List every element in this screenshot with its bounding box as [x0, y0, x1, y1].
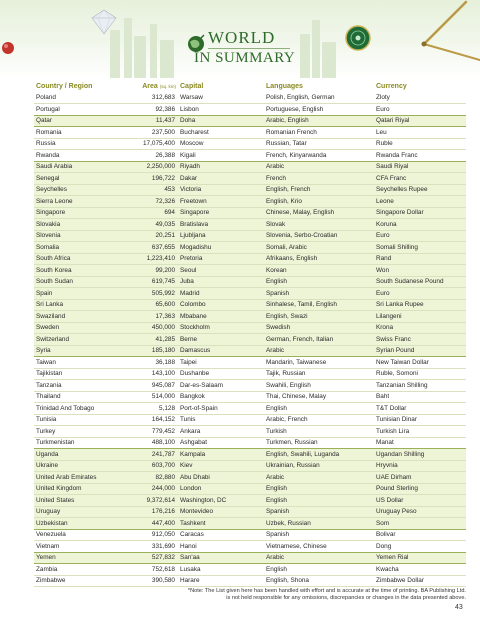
cell-country: Senegal [34, 173, 124, 185]
table-row [34, 345, 466, 357]
table-row [34, 529, 466, 541]
cell-capital: Doha [178, 115, 264, 127]
cell-area: 312,683 [124, 92, 178, 104]
table-row [34, 552, 466, 564]
table-row [34, 564, 466, 576]
cell-area: 241,787 [124, 449, 178, 461]
table-row [34, 506, 466, 518]
cell-country: United Kingdom [34, 483, 124, 495]
cell-capital: Ashgabat [178, 437, 264, 449]
table-row [34, 242, 466, 254]
cell-languages: Slovenia, Serbo-Croatian [264, 230, 374, 242]
footnote-line-1: *Note: The List given here has been handled with effort and is accurate at the time of printing. BA Publishing Ltd. [187, 588, 466, 594]
cell-country: Trinidad And Tobago [34, 403, 124, 415]
column-header-country: Country / Region [36, 82, 93, 90]
cell-area: 505,992 [124, 288, 178, 300]
cell-country: Portugal [34, 104, 124, 116]
cell-area: 2,250,000 [124, 161, 178, 173]
cell-area: 9,372,614 [124, 495, 178, 507]
table-row [34, 426, 466, 438]
cell-languages: French [264, 173, 374, 185]
cell-capital: San'aa [178, 552, 264, 564]
cell-currency: Hryvnia [374, 460, 466, 472]
cell-capital: Hanoi [178, 541, 264, 553]
cell-languages: Arabic, English [264, 115, 374, 127]
cell-currency: Seychelles Rupee [374, 184, 466, 196]
cell-currency: Krona [374, 322, 466, 334]
cell-capital: Kigali [178, 150, 264, 162]
table-row [34, 150, 466, 162]
cell-languages: English [264, 276, 374, 288]
cell-currency: Ruble, Somoni [374, 368, 466, 380]
cell-languages: English, French [264, 184, 374, 196]
cell-currency: T&T Dollar [374, 403, 466, 415]
cell-currency: Won [374, 265, 466, 277]
cell-capital: Warsaw [178, 92, 264, 104]
cell-area: 527,832 [124, 552, 178, 564]
cell-languages: German, French, Italian [264, 334, 374, 346]
table-row [34, 518, 466, 530]
cell-area: 17,075,400 [124, 138, 178, 150]
cell-currency: Syrian Pound [374, 345, 466, 357]
cell-languages: Turkmen, Russian [264, 437, 374, 449]
column-header-area [124, 80, 178, 92]
cell-country: South Korea [34, 265, 124, 277]
cell-country: Slovenia [34, 230, 124, 242]
cell-currency: Saudi Riyal [374, 161, 466, 173]
cell-currency: Euro [374, 104, 466, 116]
cell-languages: English, Shona [264, 575, 374, 587]
table-row [34, 311, 466, 323]
table-row [34, 380, 466, 392]
cell-country: Qatar [34, 115, 124, 127]
cell-currency: Swiss Franc [374, 334, 466, 346]
cell-country: Tunisia [34, 414, 124, 426]
cell-capital: Damascus [178, 345, 264, 357]
table-row [34, 368, 466, 380]
table-row [34, 173, 466, 185]
cell-area: 637,655 [124, 242, 178, 254]
table-row [34, 184, 466, 196]
cell-country: Swaziland [34, 311, 124, 323]
cell-languages: English, Swazi [264, 311, 374, 323]
cell-languages: English, Krio [264, 196, 374, 208]
cell-area: 36,188 [124, 357, 178, 369]
cell-country: Vietnam [34, 541, 124, 553]
cell-area: 453 [124, 184, 178, 196]
cell-country: Singapore [34, 207, 124, 219]
cell-area: 1,223,410 [124, 253, 178, 265]
cell-country: Russia [34, 138, 124, 150]
cell-capital: Kiev [178, 460, 264, 472]
cell-currency: Turkish Lira [374, 426, 466, 438]
summary-table-container [34, 80, 466, 587]
cell-country: South Africa [34, 253, 124, 265]
cell-country: Somalia [34, 242, 124, 254]
column-header-area-unit: (sq. km) [159, 83, 176, 89]
table-row [34, 288, 466, 300]
cell-languages: Thai, Chinese, Malay [264, 391, 374, 403]
cell-capital: Freetown [178, 196, 264, 208]
page-title-summary: IN SUMMARY [194, 50, 296, 66]
cell-languages: Arabic [264, 161, 374, 173]
cell-currency: Sri Lanka Rupee [374, 299, 466, 311]
cell-capital: Dushanbe [178, 368, 264, 380]
cell-capital: Kampala [178, 449, 264, 461]
page-header [0, 0, 480, 78]
cell-country: Uruguay [34, 506, 124, 518]
cell-capital: Ljubljana [178, 230, 264, 242]
table-row [34, 299, 466, 311]
cell-capital: Madrid [178, 288, 264, 300]
cell-country: Slovakia [34, 219, 124, 231]
cell-capital: Port-of-Spain [178, 403, 264, 415]
cell-languages: Arabic, French [264, 414, 374, 426]
table-row [34, 276, 466, 288]
cell-country: Seychelles [34, 184, 124, 196]
footnote-line-2: is not held responsible for any omissions, discrepancies or changes in the data presented above. [226, 594, 466, 601]
cell-currency: Som [374, 518, 466, 530]
table-header-row [34, 80, 466, 92]
cell-area: 779,452 [124, 426, 178, 438]
table-row [34, 104, 466, 116]
cell-country: Sweden [34, 322, 124, 334]
cell-capital: Mbabane [178, 311, 264, 323]
cell-languages: English [264, 403, 374, 415]
cell-currency: UAE Dirham [374, 472, 466, 484]
cell-area: 237,500 [124, 127, 178, 139]
cell-languages: Somali, Arabic [264, 242, 374, 254]
table-row [34, 92, 466, 104]
cell-area: 20,251 [124, 230, 178, 242]
cell-languages: Sinhalese, Tamil, English [264, 299, 374, 311]
cell-languages: Romanian French [264, 127, 374, 139]
cell-currency: Leone [374, 196, 466, 208]
cell-country: Thailand [34, 391, 124, 403]
cell-languages: Swedish [264, 322, 374, 334]
cell-capital: Berne [178, 334, 264, 346]
table-row [34, 207, 466, 219]
table-row [34, 414, 466, 426]
cell-languages: Spanish [264, 529, 374, 541]
cell-area: 164,152 [124, 414, 178, 426]
cell-area: 244,000 [124, 483, 178, 495]
cell-capital: Dakar [178, 173, 264, 185]
cell-currency: Leu [374, 127, 466, 139]
cell-capital: Abu Dhabi [178, 472, 264, 484]
cell-currency: Qatari Riyal [374, 115, 466, 127]
cell-languages: Arabic [264, 472, 374, 484]
table-row [34, 265, 466, 277]
cell-capital: Mogadishu [178, 242, 264, 254]
column-header-capital: Capital [180, 82, 204, 90]
table-row [34, 219, 466, 231]
cell-capital: Bucharest [178, 127, 264, 139]
page-title-world: WORLD [208, 28, 276, 47]
cell-area: 185,180 [124, 345, 178, 357]
cell-capital: Lusaka [178, 564, 264, 576]
cell-capital: Lisbon [178, 104, 264, 116]
table-row [34, 253, 466, 265]
cell-area: 619,745 [124, 276, 178, 288]
cell-currency: Rand [374, 253, 466, 265]
cell-capital: Singapore [178, 207, 264, 219]
cell-capital: Montevideo [178, 506, 264, 518]
table-row [34, 161, 466, 173]
cell-area: 5,128 [124, 403, 178, 415]
cell-area: 752,618 [124, 564, 178, 576]
cell-area: 143,100 [124, 368, 178, 380]
clock-hands-icon [422, 2, 480, 60]
cell-currency: Bolivar [374, 529, 466, 541]
cell-languages: Afrikaans, English [264, 253, 374, 265]
cell-currency: Tanzanian Shilling [374, 380, 466, 392]
cell-capital: Bratislava [178, 219, 264, 231]
cell-country: Venezuela [34, 529, 124, 541]
cell-languages: Uzbek, Russian [264, 518, 374, 530]
table-row [34, 575, 466, 587]
cell-capital: Seoul [178, 265, 264, 277]
cell-area: 65,600 [124, 299, 178, 311]
cell-languages: Portuguese, English [264, 104, 374, 116]
cell-capital: Harare [178, 575, 264, 587]
cell-languages: Chinese, Malay, English [264, 207, 374, 219]
column-header-languages: Languages [266, 82, 303, 90]
table-row [34, 127, 466, 139]
cell-languages: Polish, English, German [264, 92, 374, 104]
cell-currency: Dong [374, 541, 466, 553]
cell-languages: English [264, 495, 374, 507]
cell-currency: Zloty [374, 92, 466, 104]
table-row [34, 334, 466, 346]
cell-currency: Euro [374, 230, 466, 242]
gemstone-icon [2, 42, 14, 54]
cell-languages: Ukrainian, Russian [264, 460, 374, 472]
cell-area: 447,400 [124, 518, 178, 530]
table-row [34, 495, 466, 507]
cell-area: 450,000 [124, 322, 178, 334]
cell-currency: Kwacha [374, 564, 466, 576]
cell-capital: Colombo [178, 299, 264, 311]
cell-area: 92,386 [124, 104, 178, 116]
table-row [34, 138, 466, 150]
cell-capital: Washington, DC [178, 495, 264, 507]
cell-area: 82,880 [124, 472, 178, 484]
table-row [34, 391, 466, 403]
cell-currency: Uruguay Peso [374, 506, 466, 518]
cell-capital: Bangkok [178, 391, 264, 403]
table-row [34, 322, 466, 334]
cell-area: 196,722 [124, 173, 178, 185]
footnote [110, 588, 466, 601]
cell-country: United States [34, 495, 124, 507]
cell-capital: Riyadh [178, 161, 264, 173]
cell-country: Zambia [34, 564, 124, 576]
cell-capital: Tashkent [178, 518, 264, 530]
cell-country: United Arab Emirates [34, 472, 124, 484]
cell-languages: English [264, 483, 374, 495]
cell-country: Tanzania [34, 380, 124, 392]
cell-country: Turkey [34, 426, 124, 438]
cell-capital: Pretoria [178, 253, 264, 265]
cell-languages: Arabic [264, 552, 374, 564]
cell-currency: New Taiwan Dollar [374, 357, 466, 369]
cell-languages: English [264, 564, 374, 576]
cell-country: Taiwan [34, 357, 124, 369]
cell-currency: Ruble [374, 138, 466, 150]
cell-area: 49,035 [124, 219, 178, 231]
cell-country: Syria [34, 345, 124, 357]
table-row [34, 437, 466, 449]
cell-languages: English, Swahili, Luganda [264, 449, 374, 461]
table-body [34, 92, 466, 587]
cell-country: Ukraine [34, 460, 124, 472]
cell-currency: CFA Franc [374, 173, 466, 185]
cell-languages: Slovak [264, 219, 374, 231]
cell-country: Tajikistan [34, 368, 124, 380]
cell-currency: Baht [374, 391, 466, 403]
cell-country: South Sudan [34, 276, 124, 288]
summary-table [34, 80, 466, 587]
column-header-area-label: Area [142, 82, 158, 90]
cell-languages: Russian, Tatar [264, 138, 374, 150]
cell-area: 176,216 [124, 506, 178, 518]
cell-capital: Dar-es-Salaam [178, 380, 264, 392]
cell-currency: Yemen Rial [374, 552, 466, 564]
table-row [34, 196, 466, 208]
cell-languages: Swahili, English [264, 380, 374, 392]
cell-currency: Euro [374, 288, 466, 300]
page-number: 43 [455, 604, 463, 611]
cell-country: Poland [34, 92, 124, 104]
table-row [34, 115, 466, 127]
medallion-icon [346, 26, 370, 50]
cell-country: Yemen [34, 552, 124, 564]
cell-area: 72,326 [124, 196, 178, 208]
cell-currency: Rwanda Franc [374, 150, 466, 162]
cell-capital: Moscow [178, 138, 264, 150]
table-row [34, 541, 466, 553]
cell-area: 390,580 [124, 575, 178, 587]
cell-capital: Caracas [178, 529, 264, 541]
cell-capital: Taipei [178, 357, 264, 369]
cell-capital: London [178, 483, 264, 495]
cell-currency: Koruna [374, 219, 466, 231]
cell-languages: Arabic [264, 345, 374, 357]
table-row [34, 472, 466, 484]
cell-country: Sierra Leone [34, 196, 124, 208]
cell-area: 694 [124, 207, 178, 219]
cell-country: Sri Lanka [34, 299, 124, 311]
cell-area: 41,285 [124, 334, 178, 346]
cell-languages: Spanish [264, 506, 374, 518]
cell-currency: Zimbabwe Dollar [374, 575, 466, 587]
column-header-currency: Currency [376, 82, 407, 90]
cell-capital: Stockholm [178, 322, 264, 334]
cell-languages: Spanish [264, 288, 374, 300]
cell-area: 26,388 [124, 150, 178, 162]
cell-currency: Manat [374, 437, 466, 449]
cell-country: Rwanda [34, 150, 124, 162]
cell-currency: Lilangeni [374, 311, 466, 323]
cell-currency: US Dollar [374, 495, 466, 507]
cell-area: 514,000 [124, 391, 178, 403]
cell-country: Saudi Arabia [34, 161, 124, 173]
cell-country: Spain [34, 288, 124, 300]
table-row [34, 460, 466, 472]
cell-capital: Ankara [178, 426, 264, 438]
cell-country: Switzerland [34, 334, 124, 346]
cell-area: 945,087 [124, 380, 178, 392]
cell-capital: Tunis [178, 414, 264, 426]
table-row [34, 449, 466, 461]
cell-area: 17,363 [124, 311, 178, 323]
cell-country: Romania [34, 127, 124, 139]
cell-capital: Juba [178, 276, 264, 288]
cell-country: Uzbekistan [34, 518, 124, 530]
title-underline [208, 48, 290, 49]
cell-country: Turkmenistan [34, 437, 124, 449]
title-block [186, 28, 306, 72]
cell-currency: Pound Sterling [374, 483, 466, 495]
cell-languages: Vietnamese, Chinese [264, 541, 374, 553]
cell-country: Uganda [34, 449, 124, 461]
cell-languages: Tajik, Russian [264, 368, 374, 380]
cell-currency: Somali Shilling [374, 242, 466, 254]
cell-languages: Mandarin, Taiwanese [264, 357, 374, 369]
table-row [34, 357, 466, 369]
cell-area: 912,050 [124, 529, 178, 541]
cell-languages: Turkish [264, 426, 374, 438]
table-row [34, 483, 466, 495]
cell-currency: South Sudanese Pound [374, 276, 466, 288]
cell-currency: Ugandan Shilling [374, 449, 466, 461]
cell-area: 11,437 [124, 115, 178, 127]
cell-country: Zimbabwe [34, 575, 124, 587]
cell-area: 603,700 [124, 460, 178, 472]
cell-currency: Tunisian Dinar [374, 414, 466, 426]
cell-languages: French, Kinyarwanda [264, 150, 374, 162]
cell-languages: Korean [264, 265, 374, 277]
table-row [34, 403, 466, 415]
cell-currency: Singapore Dollar [374, 207, 466, 219]
cell-area: 488,100 [124, 437, 178, 449]
cell-capital: Victoria [178, 184, 264, 196]
table-row [34, 230, 466, 242]
cell-area: 331,690 [124, 541, 178, 553]
cell-area: 99,200 [124, 265, 178, 277]
